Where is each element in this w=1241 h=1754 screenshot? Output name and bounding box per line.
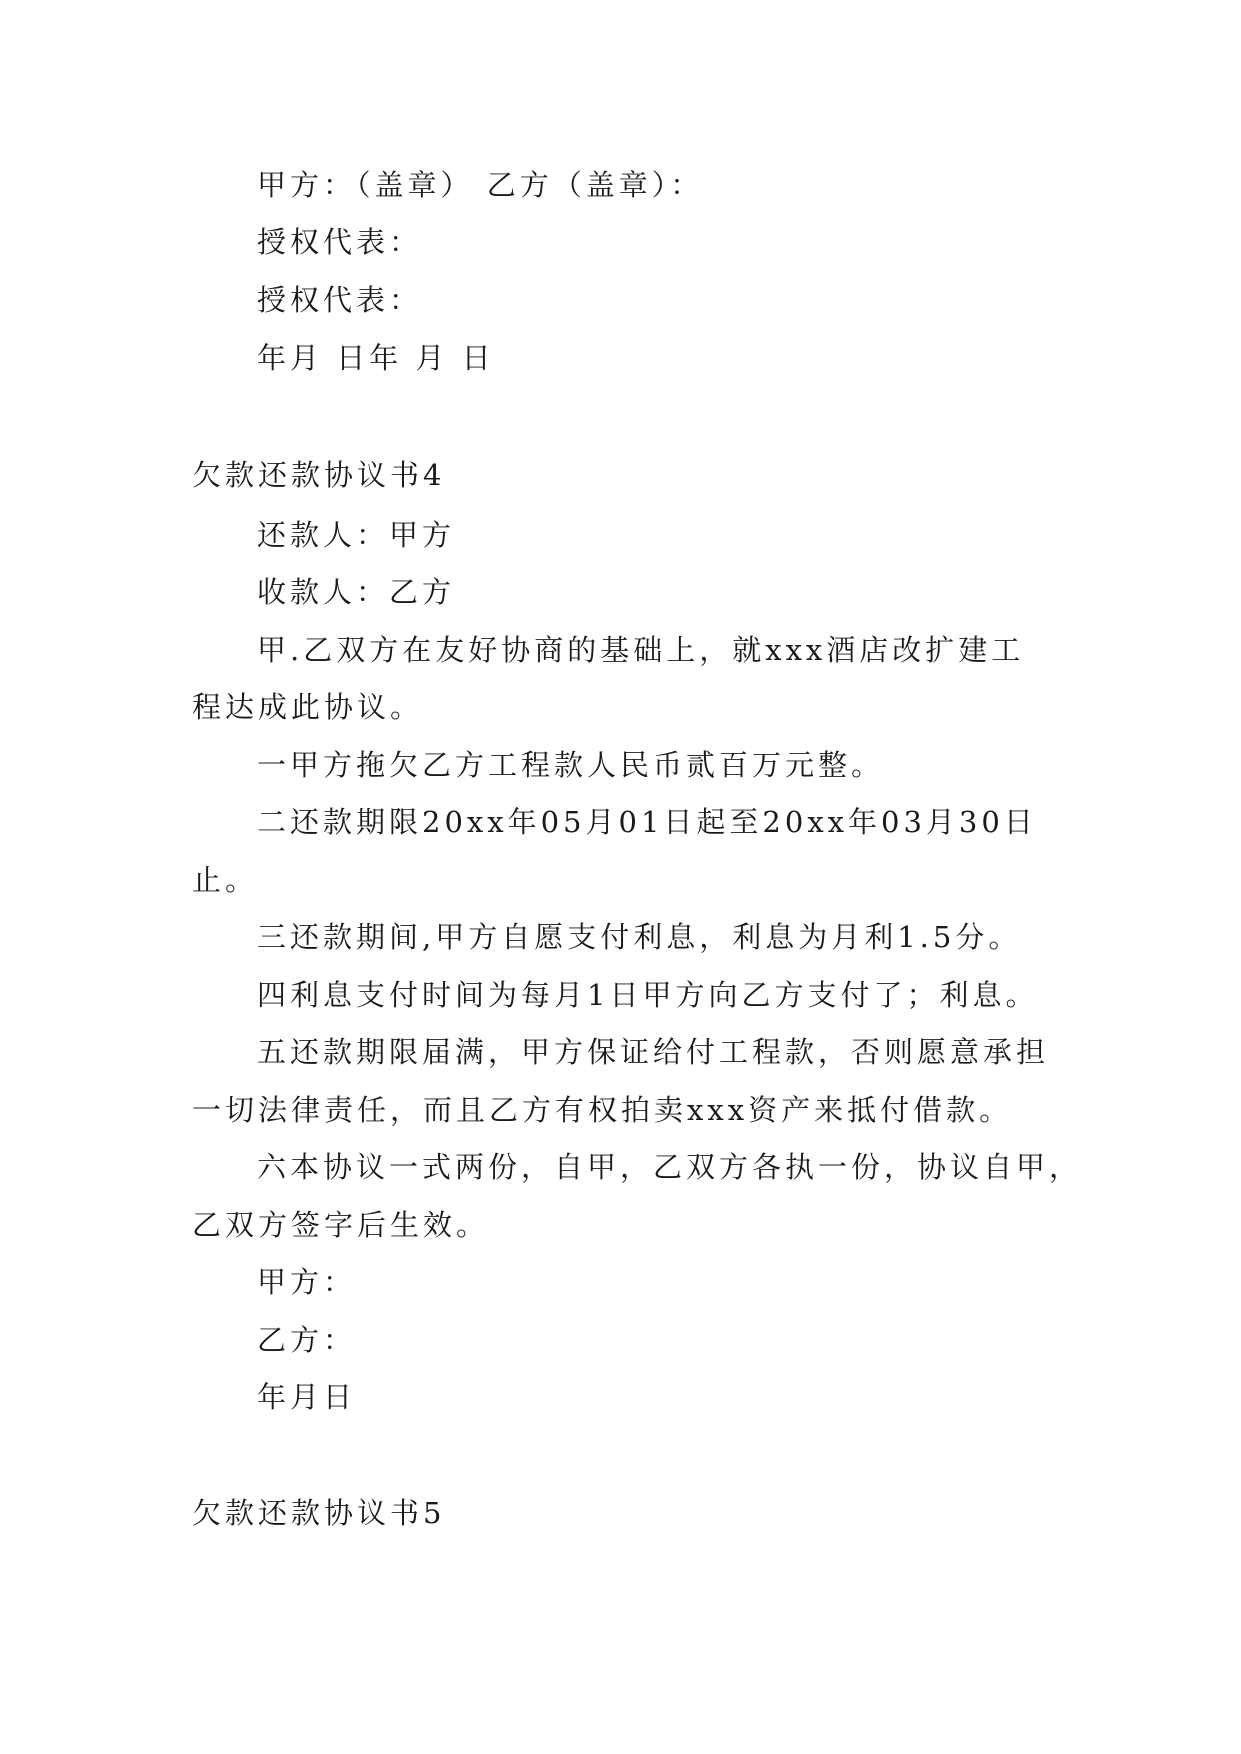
section-title-5: 欠款还款协议书5 (192, 1496, 446, 1530)
authorized-rep-a: 授权代表： (257, 225, 423, 259)
signature-date: 年月日 (257, 1380, 357, 1414)
signature-dates: 年月 日年 月 日 (257, 341, 495, 375)
clause-1: 一甲方拖欠乙方工程款人民币贰百万元整。 (257, 748, 885, 782)
party-seal-line: 甲方：（盖章） 乙方（盖章）： (257, 168, 704, 202)
clause-6-line-1: 六本协议一式两份，自甲，乙双方各执一份，协议自甲， (257, 1150, 1083, 1184)
clause-6-line-2: 乙双方签字后生效。 (192, 1208, 490, 1242)
intro-paragraph-line-1: 甲.乙双方在友好协商的基础上，就xxx酒店改扩建工 (257, 633, 1025, 667)
authorized-rep-b: 授权代表： (257, 283, 423, 317)
clause-5-line-2: 一切法律责任，而且乙方有权拍卖xxx资产来抵付借款。 (192, 1093, 1013, 1127)
payee-line: 收款人：乙方 (257, 575, 456, 609)
clause-3: 三还款期间,甲方自愿支付利息，利息为月利1.5分。 (257, 920, 1022, 954)
clause-2-line-2: 止。 (192, 863, 259, 897)
party-b-signature: 乙方： (257, 1323, 357, 1357)
intro-paragraph-line-2: 程达成此协议。 (192, 690, 424, 724)
section-title-4: 欠款还款协议书4 (192, 458, 446, 492)
clause-5-line-1: 五还款期限届满，甲方保证给付工程款，否则愿意承担 (257, 1035, 1050, 1069)
clause-4: 四利息支付时间为每月1日甲方向乙方支付了；利息。 (257, 978, 1039, 1012)
clause-2-line-1: 二还款期限20xx年05月01日起至20xx年03月30日 (257, 805, 1037, 839)
party-a-signature: 甲方： (257, 1265, 357, 1299)
payer-line: 还款人：甲方 (257, 518, 456, 552)
